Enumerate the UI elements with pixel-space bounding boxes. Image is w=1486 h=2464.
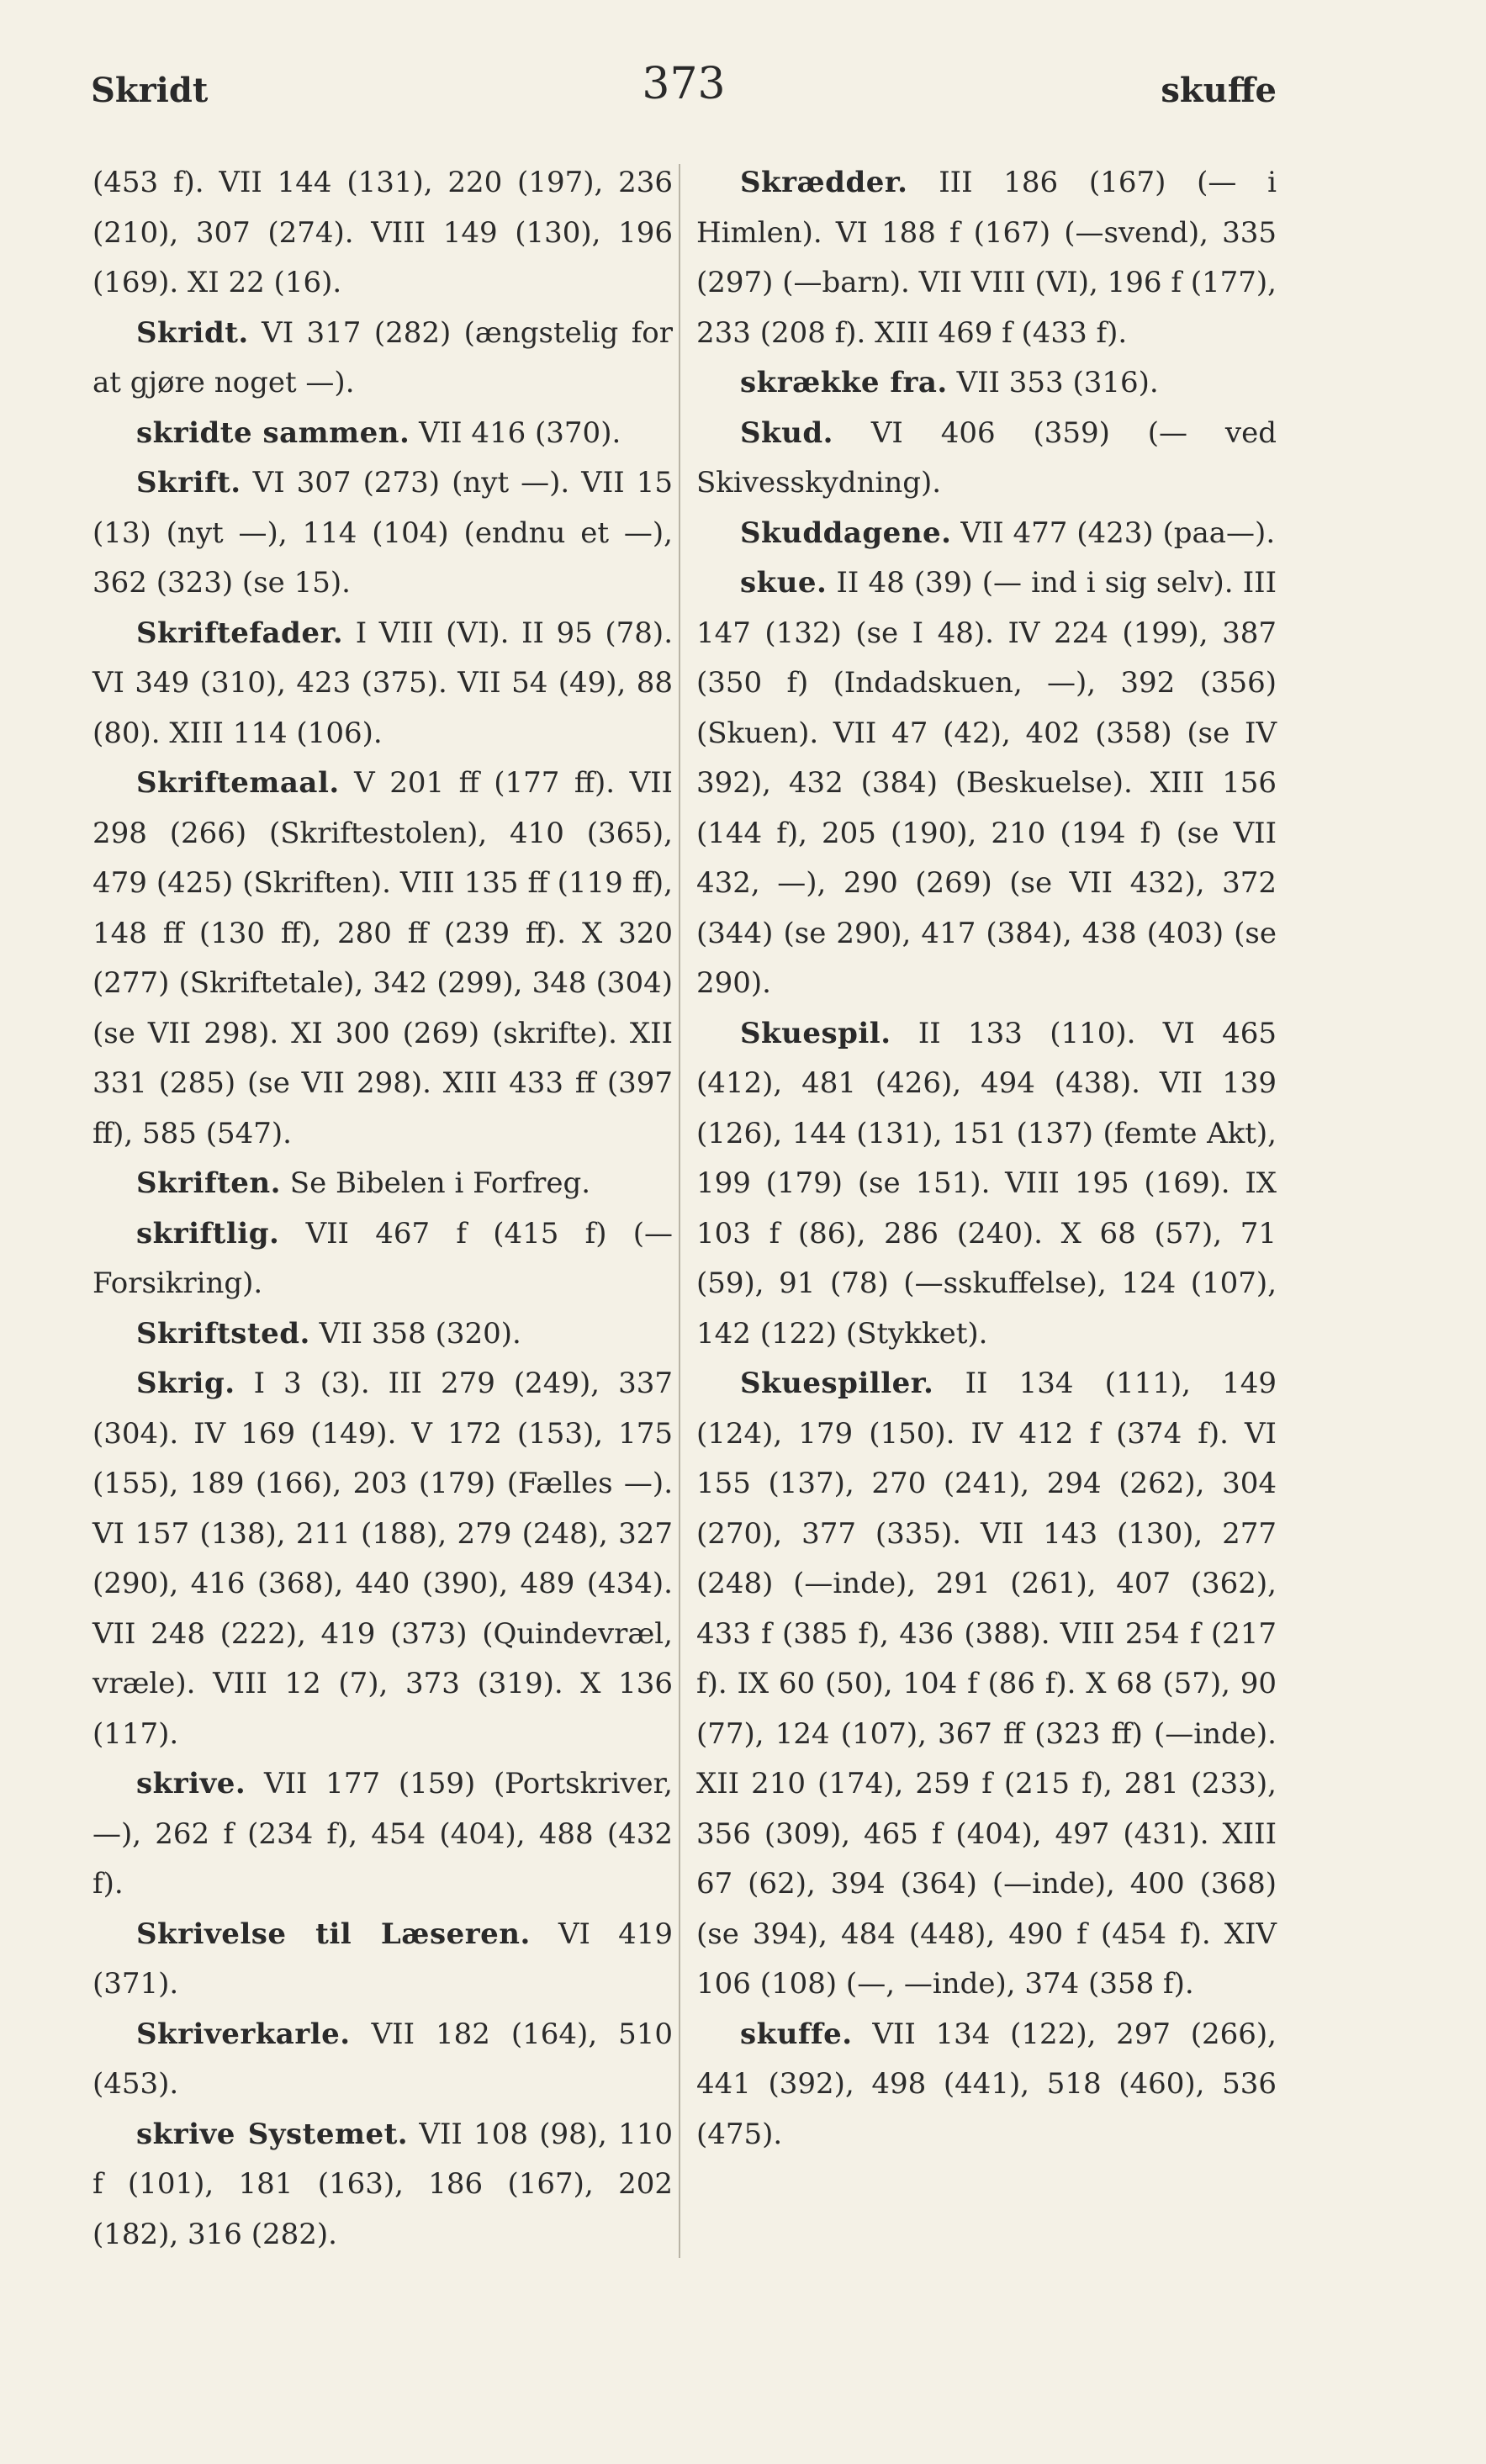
entry-headword: skue.	[740, 566, 828, 600]
header-right-catchword: skuffe	[1161, 71, 1277, 110]
entry-references: VI 307 (273) (nyt —). VII 15 (13) (nyt —), 114 (104) (endnu et —), 362 (323) (se 15).	[93, 466, 673, 600]
entry-references: II 133 (110). VI 465 (412), 481 (426), 494 (438). VII 139 (126), 144 (131), 151 (137) (femte Akt), 199 (179) (se 151). VIII 195 (169). IX 103 f (86), 286 (240). X 68 (57), 71 (59), 91 (78) (—sskuffelse), 124 (107), 142 (122) (Stykket).	[696, 1016, 1277, 1351]
entry-headword: Skrig.	[136, 1367, 235, 1400]
entry-references: VII 416 (370).	[410, 415, 621, 450]
entry-references: VII 108 (98), 110 f (101), 181 (163), 186 (167), 202 (182), 316 (282).	[93, 2117, 673, 2251]
entry-headword: Skriften.	[136, 1166, 281, 1200]
index-entry	[93, 609, 673, 759]
entry-headword: Skuespiller.	[740, 1367, 934, 1400]
entry-headword: Skuespil.	[740, 1016, 891, 1050]
index-entry	[696, 158, 1277, 358]
entry-references: VI 419 (371).	[93, 1917, 673, 2001]
entry-references: Se Bibelen i Forfreg.	[280, 1166, 591, 1200]
index-entry	[93, 158, 673, 309]
entry-headword: Skriverkarle.	[136, 2017, 351, 2051]
entry-headword: skrive.	[136, 1767, 246, 1800]
entry-headword: Skriftemaal.	[136, 766, 340, 800]
entry-references: VII 477 (423) (paa—).	[951, 516, 1276, 550]
entry-references: VII 177 (159) (Portskriver, —), 262 f (234 f), 454 (404), 488 (432 f).	[93, 1767, 673, 1901]
entry-headword: skrække fra.	[740, 366, 948, 399]
index-entry	[696, 509, 1277, 559]
entry-headword: skuffe.	[740, 2017, 853, 2051]
entry-headword: Skriftsted.	[136, 1316, 310, 1351]
index-entry	[93, 1359, 673, 1759]
entry-headword: Skrædder.	[740, 166, 908, 199]
header-left-catchword: Skridt	[91, 71, 209, 110]
entry-references: VII 182 (164), 510 (453).	[93, 2017, 673, 2101]
entry-references: II 48 (39) (— ind i sig selv). III 147 (132) (se I 48). IV 224 (199), 387 (350 f) (Indadskuen, —), 392 (356) (Skuen). VII 47 (42), 402 (358) (se IV 392), 432 (384) (Beskuelse). XIII 156 (144 f), 205 (190), 210 (194 f) (se VII 432, —), 290 (269) (se VII 432), 372 (344) (se 290), 417 (384), 438 (403) (se 290).	[696, 566, 1277, 1000]
index-entry	[696, 409, 1277, 509]
index-entry	[93, 1910, 673, 2010]
entry-references: VII 353 (316).	[947, 366, 1159, 399]
entry-references: (453 f). VII 144 (131), 220 (197), 236 (210), 307 (274). VIII 149 (130), 196 (169). XI 22 (16).	[93, 166, 673, 299]
entry-references: II 134 (111), 149 (124), 179 (150). IV 412 f (374 f). VI 155 (137), 270 (241), 294 (262), 304 (270), 377 (335). VII 143 (130), 277 (248) (—inde), 291 (261), 407 (362), 433 f (385 f), 436 (388). VIII 254 f (217 f). IX 60 (50), 104 f (86 f). X 68 (57), 90 (77), 124 (107), 367 ff (323 ff) (—inde). XII 210 (174), 259 f (215 f), 281 (233), 356 (309), 465 f (404), 497 (431). XIII 67 (62), 394 (364) (—inde), 400 (368) (se 394), 484 (448), 490 f (454 f). XIV 106 (108) (—, —inde), 374 (358 f).	[696, 1367, 1277, 2001]
index-entry	[696, 2010, 1277, 2160]
column-divider	[679, 164, 680, 2258]
entry-headword: Skrivelse til Læseren.	[136, 1917, 531, 1951]
index-entry	[93, 1309, 673, 1360]
index-entry	[696, 1009, 1277, 1360]
entry-references: VI 406 (359) (— ved Skivesskydning).	[696, 415, 1277, 500]
index-entry	[93, 309, 673, 409]
entry-references: V 201 ff (177 ff). VII 298 (266) (Skriftestolen), 410 (365), 479 (425) (Skriften). VIII 135 ff (119 ff), 148 ff (130 ff), 280 ff (239 ff). X 320 (277) (Skriftetale), 342 (299), 348 (304) (se VII 298). XI 300 (269) (skrifte). XII 331 (285) (se VII 298). XIII 433 ff (397 ff), 585 (547).	[93, 766, 673, 1150]
right-column	[696, 158, 1277, 2160]
entry-references: VII 467 f (415 f) (— Forsikring).	[93, 1216, 673, 1300]
index-entry	[93, 1759, 673, 1910]
index-entry	[93, 409, 673, 459]
running-header	[91, 59, 1277, 126]
entry-headword: Skriftefader.	[136, 616, 344, 650]
entry-headword: Skuddagene.	[740, 516, 952, 550]
index-entry	[93, 759, 673, 1159]
index-entry	[696, 358, 1277, 409]
entry-references: III 186 (167) (— i Himlen). VI 188 f (167) (—svend), 335 (297) (—barn). VII VIII (VI), 196 f (177), 233 (208 f). XIII 469 f (433 f).	[696, 166, 1277, 350]
index-entry	[696, 558, 1277, 1009]
left-column	[93, 158, 673, 2260]
entry-headword: skriftlig.	[136, 1216, 280, 1251]
page-number: 373	[642, 59, 726, 109]
index-entry	[93, 2010, 673, 2110]
index-entry	[93, 458, 673, 609]
index-entry	[696, 1359, 1277, 2010]
entry-references: VI 317 (282) (ængstelig for at gjøre noget —).	[93, 315, 673, 399]
entry-headword: Skridt.	[136, 315, 249, 350]
entry-references: VII 358 (320).	[309, 1316, 521, 1351]
entry-references: VII 134 (122), 297 (266), 441 (392), 498 (441), 518 (460), 536 (475).	[696, 2017, 1277, 2151]
index-entry	[93, 2110, 673, 2260]
entry-references: I VIII (VI). II 95 (78). VI 349 (310), 423 (375). VII 54 (49), 88 (80). XIII 114 (106).	[93, 616, 673, 750]
entry-headword: skridte sammen.	[136, 415, 410, 450]
index-entry	[93, 1159, 673, 1209]
entry-headword: Skud.	[740, 415, 833, 450]
index-entry	[93, 1209, 673, 1309]
entry-references: I 3 (3). III 279 (249), 337 (304). IV 169 (149). V 172 (153), 175 (155), 189 (166), 203 (179) (Fælles —). VI 157 (138), 211 (188), 279 (248), 327 (290), 416 (368), 440 (390), 489 (434). VII 248 (222), 419 (373) (Quindevræl, vræle). VIII 12 (7), 373 (319). X 136 (117).	[93, 1367, 673, 1751]
entry-headword: Skrift.	[136, 466, 241, 500]
entry-headword: skrive Systemet.	[136, 2117, 409, 2151]
